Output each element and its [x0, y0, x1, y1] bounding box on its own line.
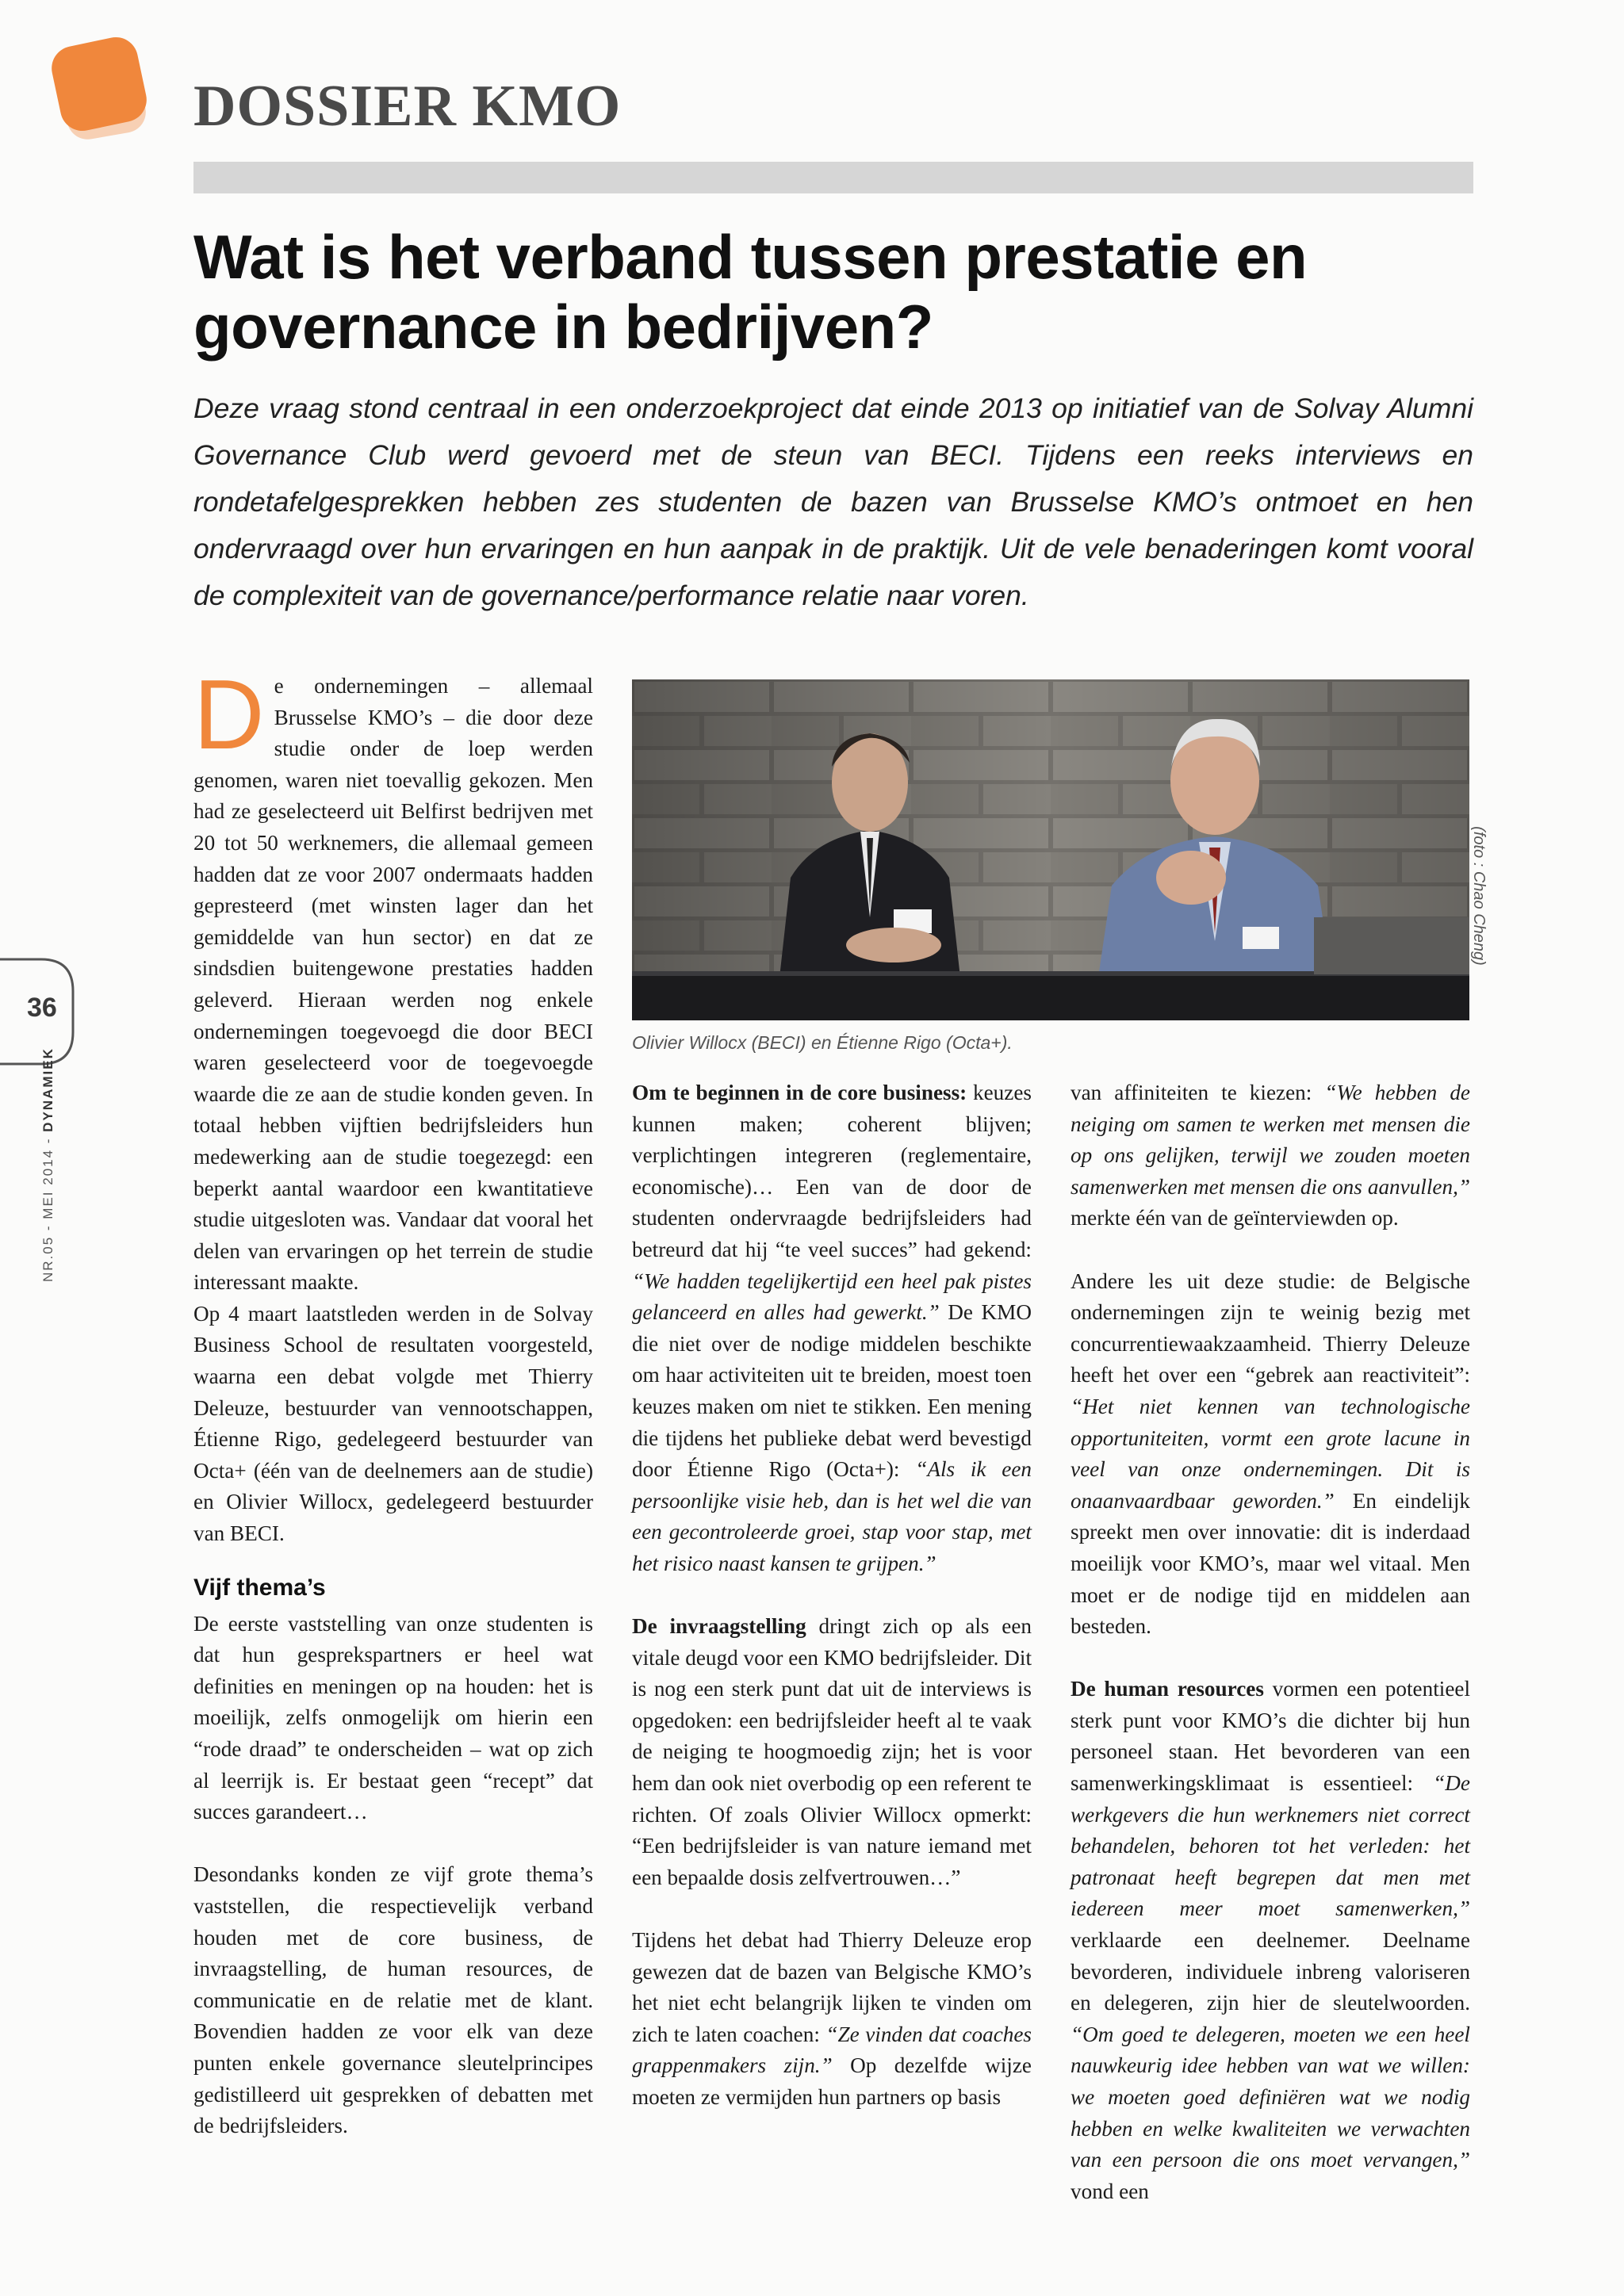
- issue-info: NR.05 - MEI 2014 - DYNAMIEK: [40, 1047, 56, 1282]
- paragraph: De human resources vormen een potentieel sterk punt voor KMO’s die dichter bij hun personeel staan. Het bevorderen van een samenwerkingsklimaat is essentieel: “De werkgevers die hun werknemers niet correct behandelen, behoren tot het verleden: het patronaat heeft begrepen dat men met iedereen meer moet samenwerken,” verklaarde een deelnemer. Deelname bevorderen, individuele inbreng valoriseren en delegeren, zijn hier de sleutelwoorden. “Om goed te delegeren, moeten we een heel nauwkeurig idee hebben van wat we willen: we moeten goed definiëren wat we nodig hebben en welke kwaliteiten we verwachten van een persoon die ons moet vervangen,” vond een: [1071, 1677, 1471, 2203]
- page-number: 36: [27, 993, 57, 1023]
- headline: Wat is het verband tussen prestatie en governance in bedrijven?: [193, 222, 1308, 362]
- photo-caption: Olivier Willocx (BECI) en Étienne Rigo (Octa+).: [632, 1032, 1013, 1053]
- intro-paragraph: De ondernemingen – allemaal Brusselse KMO’s – die door deze studie onder de loep werden genomen, waren niet toevallig gekozen. Men had ze geselecteerd uit Belfirst bedrijven met 20 tot 50 werknemers, die allemaal gemeen hadden dat ze voor 2007 ondermaats hadden gepresteerd (met winsten lager dan het gemiddelde van hun sector) en dat ze sindsdien buitengewone prestaties hadden geleverd. Hieraan werden nog enkele ondernemingen toegevoegd die door BECI waren geselecteerd voor de toegevoegde waarde die ze aan de studie konden geven. In totaal hebben vijftien bedrijfsleiders hun medewerking aan de studie toegezegd: een beperkt aantal waardoor een kwantitatieve studie uitgesloten was. Vandaar dat vooral het delen van ervaringen op het terrein de studie interessant maakte.: [193, 660, 593, 1295]
- paragraph: van affiniteiten te kiezen: “We hebben de neiging om samen te werken met mensen die op ons gelijken, terwijl we zouden moeten samenwerken met mensen die ons aanvullen,” merkte één van de geïnterviewden op.: [1071, 1081, 1470, 1230]
- magazine-name: DYNAMIEK: [40, 1047, 56, 1132]
- title-bar: [193, 162, 1473, 193]
- section-title: DOSSIER KMO: [193, 74, 622, 139]
- column-3: [1071, 1077, 1470, 2207]
- paragraph: Andere les uit deze studie: de Belgische ondernemingen zijn te weinig bezig met concurrentiewaakzaamheid. Thierry Deleuze heeft het over een “gebrek aan reactiviteit”: “Het niet kennen van technologische opportuniteiten, vormt een grote lacune in veel van onze ondernemingen. Dit is onaanvaardbaar geworden.” En eindelijk spreekt men over innovatie: dit is inderdaad moeilijk voor KMO’s, maar wel vitaal. Men moet er de nodige tijd en middelen aan besteden.: [1071, 1269, 1470, 1639]
- event-photo: [632, 679, 1469, 1020]
- paragraph: Desondanks konden ze vijf grote thema’s vaststellen, die respectievelijk verband houden met de core business, de invraagstelling, de human resources, de communicatie en de relatie met de klant. Bovendien hadden ze voor elk van deze punten enkele governance sleutelprincipes gedistilleerd uit gesprekken of debatten met de bedrijfsleiders.: [193, 1862, 593, 2138]
- paragraph: Om te beginnen in de core business: keuzes kunnen maken; coherent blijven; verplichtingen integreren (reglementaire, economische)… Een van de door de studenten ondervraagde bedrijfsleiders had betreurd dat hij “te veel succes” had gekend: “We hadden tegelijkertijd een heel pak pistes gelanceerd en alles had gewerkt.” De KMO die niet over de nodige middelen beschikte om haar activiteiten uit te breiden, moest toen keuzes maken om niet te stikken. Een mening die tijdens het publieke debat werd bevestigd door Étienne Rigo (Octa+): “Als ik een persoonlijke visie heb, dan is het wel die van een gecontroleerde groei, stap voor stap, met het risico naast kansen te grijpen.”: [632, 1081, 1032, 1575]
- drop-cap: D: [193, 660, 265, 770]
- column-2: [632, 1077, 1032, 2114]
- paragraph: De eerste vaststelling van onze studenten is dat hun gesprekspartners er heel wat definities en meningen op na houden: het is moeilijk, zelfs onmogelijk om hierin een “rode draad” te onderscheiden – wat op zich al leerrijk is. Er bestaat geen “recept” dat succes garandeert…: [193, 1611, 593, 1824]
- lede: Deze vraag stond centraal in een onderzoekproject dat einde 2013 op initiatief van de Solvay Alumni Governance Club werd gevoerd met de steun van BECI. Tijdens een reeks interviews en rondetafelgesprekken hebben zes studenten de bazen van Brusselse KMO’s ontmoet en hen ondervraagd over hun ervaringen en hun aanpak in de praktijk. Uit de vele benaderingen komt vooral de complexiteit van de governance/performance relatie naar voren.: [193, 392, 1473, 611]
- column-1: [193, 660, 593, 2142]
- paragraph: Tijdens het debat had Thierry Deleuze erop gewezen dat de bazen van Belgische KMO’s het niet echt belangrijk lijken te vinden om zich te laten coachen: “Ze vinden dat coaches grappenmakers zijn.” Op dezelfde wijze moeten ze vermijden hun partners op basis: [632, 1928, 1032, 2109]
- section-badge-icon: [44, 33, 163, 152]
- paragraph: De invraagstelling dringt zich op als een vitale deugd voor een KMO bedrijfsleider. Dit is nog een sterk punt dat uit de interviews is opgedoken: een bedrijfsleider heeft al te vaak de neiging te hoogmoedig zijn; het is voor hem dan ook niet overbodig op een referent te richten. Of zoals Olivier Willocx opmerkt: “Een bedrijfsleider is van nature iemand met een bepaalde dosis zelfvertrouwen…”: [632, 1614, 1032, 1889]
- subheading: Vijf thema’s: [193, 1574, 326, 1601]
- photo-credit: (foto : Chao Cheng): [1470, 826, 1488, 966]
- paragraph: Op 4 maart laatstleden werden in de Solvay Business School de resultaten voorgesteld, waarna een debat volgde met Thierry Deleuze, bestuurder van vennootschappen, Étienne Rigo, gedelegeerd bestuurder van Octa+ (één van de deelnemers aan de studie) en Olivier Willocx, gedelegeerd bestuurder van BECI.: [193, 1301, 593, 1546]
